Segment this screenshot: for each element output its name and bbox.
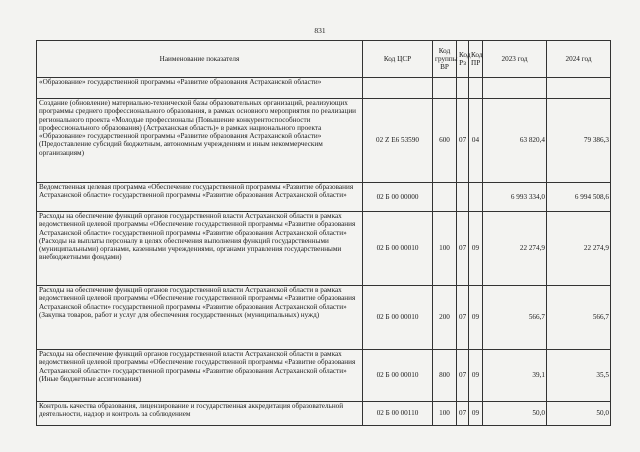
row-name: Расходы на обеспечение функций органов государственной власти Астраханской области в рамках ведомственной целевой программы «Обеспечение государственной программы «Развитие образования Астраханской области» государственной программы «Развитие образования Астраханской области» (Расходы на выплаты персоналу в целях обеспечения выполнения функций государственными (муниципальными) органами, казенными учреждениями, органами управления государственными внебюджетными фондами) <box>37 212 363 286</box>
table-row <box>37 402 611 426</box>
table-row <box>37 350 611 402</box>
row-2023 <box>483 78 547 99</box>
row-pr: 09 <box>469 402 483 426</box>
row-2024: 566,7 <box>547 286 611 350</box>
row-2024: 35,5 <box>547 350 611 402</box>
row-vr <box>433 78 457 99</box>
row-2023: 50,0 <box>483 402 547 426</box>
row-rz: 07 <box>457 99 469 183</box>
row-name: Расходы на обеспечение функций органов государственной власти Астраханской области в рамках ведомственной целевой программы «Обеспечение государственной программы «Развитие образования Астраханской области» государственной программы «Развитие образования Астраханской области» (Иные бюджетные ассигнования) <box>37 350 363 402</box>
row-2023: 22 274,9 <box>483 212 547 286</box>
row-rz: 07 <box>457 350 469 402</box>
row-csr: 02 Z E6 53590 <box>363 99 433 183</box>
row-vr: 200 <box>433 286 457 350</box>
column-header-csr: Код ЦСР <box>363 41 433 78</box>
column-header-rz: Код Рз <box>457 41 469 78</box>
row-2024: 79 386,3 <box>547 99 611 183</box>
budget-table <box>36 40 611 426</box>
column-header-2024: 2024 год <box>547 41 611 78</box>
row-vr: 600 <box>433 99 457 183</box>
row-name: Расходы на обеспечение функций органов государственной власти Астраханской области в рамках ведомственной целевой программы «Обеспечение государственной программы «Развитие образования Астраханской области» государственной программы «Развитие образования Астраханской области» (Закупка товаров, работ и услуг для обеспечения государственных (муниципальных) нужд) <box>37 286 363 350</box>
row-2024: 6 994 508,6 <box>547 183 611 212</box>
row-2024: 50,0 <box>547 402 611 426</box>
row-pr: 09 <box>469 350 483 402</box>
row-name: «Образование» государственной программы «Развитие образования Астраханской области» <box>37 78 363 99</box>
row-pr <box>469 183 483 212</box>
row-pr: 04 <box>469 99 483 183</box>
row-2024 <box>547 78 611 99</box>
row-rz: 07 <box>457 402 469 426</box>
row-2024: 22 274,9 <box>547 212 611 286</box>
table-row <box>37 99 611 183</box>
column-header-pr: Код ПР <box>469 41 483 78</box>
column-header-vr: Код группы ВР <box>433 41 457 78</box>
row-2023: 6 993 334,0 <box>483 183 547 212</box>
row-pr: 09 <box>469 286 483 350</box>
row-csr: 02 Б 00 00000 <box>363 183 433 212</box>
row-pr: 09 <box>469 212 483 286</box>
row-name: Создание (обновление) материально-технической базы образовательных организаций, реализующих программы среднего профессионального образования, в рамках основного мероприятия по реализации регионального проекта «Молодые профессионалы (Повышение конкурентоспособности профессионального образования) (Астраханская область)» в рамках национального проекта «Образование» государственной программы «Развитие образования Астраханской области» (Предоставление субсидий бюджетным, автономным учреждениям и иным некоммерческим организациям) <box>37 99 363 183</box>
table-row <box>37 212 611 286</box>
row-name: Ведомственная целевая программа «Обеспечение государственной программы «Развитие образования Астраханской области» государственной программы «Развитие образования Астраханской области» <box>37 183 363 212</box>
table-row <box>37 183 611 212</box>
row-vr: 100 <box>433 212 457 286</box>
row-csr <box>363 78 433 99</box>
row-vr: 800 <box>433 350 457 402</box>
row-csr: 02 Б 00 00010 <box>363 286 433 350</box>
row-rz <box>457 78 469 99</box>
row-name: Контроль качества образования, лицензирование и государственная аккредитация образовательной деятельности, надзор и контроль за соблюдением <box>37 402 363 426</box>
row-vr: 100 <box>433 402 457 426</box>
table-row <box>37 286 611 350</box>
row-csr: 02 Б 00 00010 <box>363 350 433 402</box>
row-2023: 39,1 <box>483 350 547 402</box>
row-csr: 02 Б 00 00110 <box>363 402 433 426</box>
row-rz: 07 <box>457 212 469 286</box>
column-header-2023: 2023 год <box>483 41 547 78</box>
page-number: 831 <box>314 26 326 35</box>
row-2023: 566,7 <box>483 286 547 350</box>
table-row <box>37 78 611 99</box>
table-header-row <box>37 41 611 78</box>
row-vr <box>433 183 457 212</box>
row-csr: 02 Б 00 00010 <box>363 212 433 286</box>
row-rz: 07 <box>457 286 469 350</box>
row-2023: 63 820,4 <box>483 99 547 183</box>
row-pr <box>469 78 483 99</box>
column-header-name: Наименование показателя <box>37 41 363 78</box>
row-rz <box>457 183 469 212</box>
